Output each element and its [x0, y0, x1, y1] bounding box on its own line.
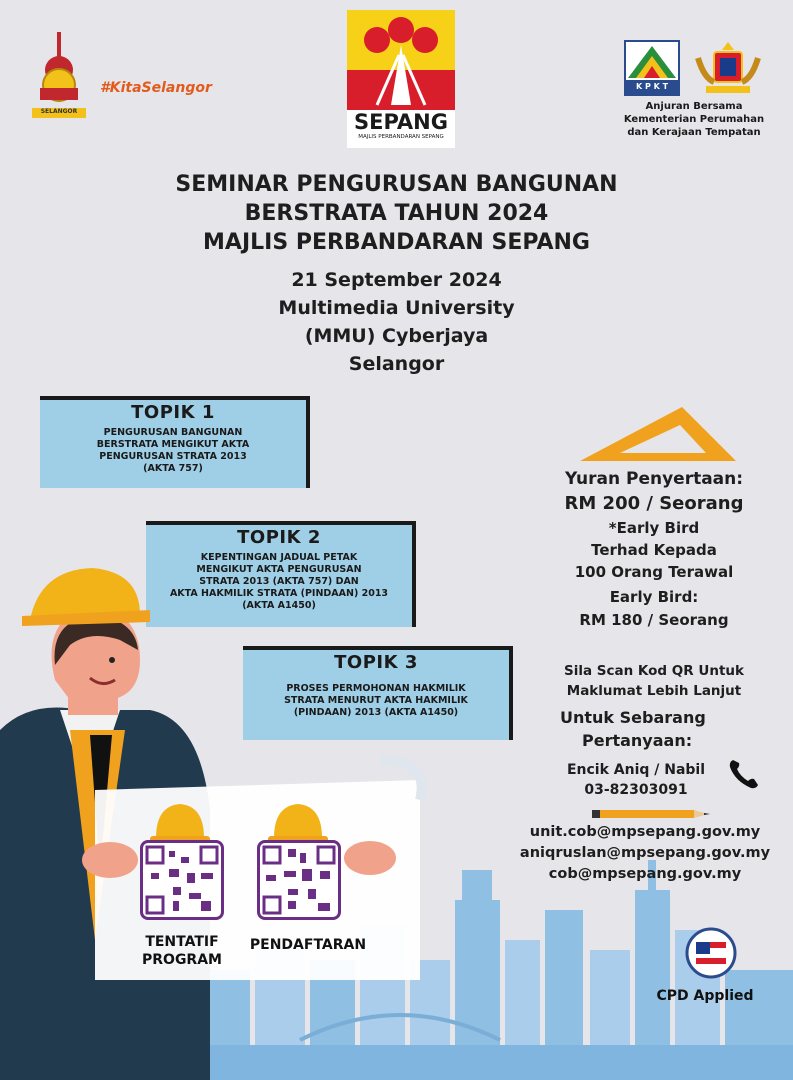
topic-3-heading: TOPIK 3 [334, 652, 418, 673]
seminar-title [0, 170, 793, 257]
enquiry-text [560, 706, 740, 752]
sepang-logo-sub: MAJLIS PERBANDARAN SEPANG [358, 134, 444, 140]
tentatif-line-2: PROGRAM [142, 952, 222, 968]
qr-label-pendaftaran: PENDAFTARAN [249, 937, 367, 953]
construction-worker-illustration [0, 560, 440, 1080]
enquiry-line-2: Pertanyaan: [582, 731, 693, 750]
early-note-1: *Early Bird [608, 519, 700, 537]
title-line-3: MAJLIS PERBANDARAN SEPANG [203, 230, 590, 255]
qr-pattern-icon [143, 843, 221, 917]
fees-price: RM 200 / Seorang [564, 493, 744, 514]
topic-1-heading: TOPIK 1 [131, 402, 215, 423]
venue-line-3: Selangor [348, 353, 445, 375]
scan-note-line-1: Sila Scan Kod QR Untuk [564, 663, 744, 679]
pencil-icon [590, 808, 716, 820]
topic-1-line-4: (AKTA 757) [143, 463, 203, 474]
enquiry-line-1: Untuk Sebarang [560, 708, 706, 727]
kpkt-house-icon [626, 42, 678, 80]
cpd-applied: CPD Applied [656, 988, 754, 1004]
topic-2-line-2: MENGIKUT AKTA PENGURUSAN [196, 564, 362, 575]
email-cob[interactable]: cob@mpsepang.gov.my [548, 866, 742, 882]
early-price: RM 180 / Seorang [579, 611, 729, 629]
topic-3-line-3: (PINDAAN) 2013 (AKTA A1450) [293, 707, 459, 718]
contact-person: Encik Aniq / Nabil [566, 762, 706, 778]
emails-block [500, 822, 790, 885]
set-square-icon [578, 405, 738, 463]
topic-3-line-2: STRATA MENURUT AKTA HAKMILIK [284, 695, 468, 706]
email-unit-cob[interactable]: unit.cob@mpsepang.gov.my [529, 824, 761, 840]
topic-1-line-1: PENGURUSAN BANGUNAN [103, 427, 243, 438]
topic-2-line-5: (AKTA A1450) [242, 600, 316, 611]
scan-note-line-2: Maklumat Lebih Lanjut [566, 683, 742, 699]
sepang-emblem-icon [347, 10, 455, 110]
topic-3-line-1: PROSES PERMOHONAN HAKMILIK [286, 683, 466, 694]
title-line-2: BERSTRATA TAHUN 2024 [244, 201, 549, 226]
event-date: 21 September 2024 [291, 269, 502, 291]
topic-1-line-3: PENGURUSAN STRATA 2013 [99, 451, 247, 462]
venue-line-2: (MMU) Cyberjaya [304, 325, 489, 347]
sepang-logo-word: SEPANG [354, 110, 448, 134]
hardhat-icon-right [266, 800, 330, 844]
topic-1-line-2: BERSTRATA MENGIKUT AKTA [96, 439, 250, 450]
topic-2-line-1: KEPENTINGAN JADUAL PETAK [200, 552, 358, 563]
email-aniqruslan[interactable]: aniqruslan@mpsepang.gov.my [519, 845, 771, 861]
sepang-logo [347, 10, 455, 148]
title-line-1: SEMINAR PENGURUSAN BANGUNAN [175, 172, 618, 197]
anjuran-line-3: dan Kerajaan Tempatan [627, 127, 761, 138]
venue-line-1: Multimedia University [278, 297, 515, 319]
tentatif-line-1: TENTATIF [145, 934, 219, 950]
anjuran-line-1: Anjuran Bersama [645, 101, 743, 112]
kpkt-letters: K P K T [626, 80, 678, 94]
anjuran-line-2: Kementerian Perumahan [623, 114, 765, 125]
early-heading: Early Bird: [609, 588, 699, 606]
fees-section [540, 467, 768, 631]
fees-heading: Yuran Penyertaan: [564, 469, 744, 489]
early-note-2: Terhad Kepada [591, 541, 717, 559]
hashtag-kita-selangor: #KitaSelangor [100, 80, 212, 96]
kpkt-logo [624, 40, 680, 96]
phone-icon [727, 757, 761, 791]
contact-person-block [552, 760, 720, 800]
early-note-3: 100 Orang Terawal [574, 563, 734, 581]
qr-code-pendaftaran[interactable] [257, 840, 341, 920]
event-details [0, 266, 793, 378]
cpd-badge-icon [684, 926, 738, 980]
malaysia-coat-of-arms-icon [692, 38, 764, 96]
qr-pattern-icon [260, 843, 338, 917]
contact-phone[interactable]: 03-82303091 [584, 782, 688, 798]
anjuran-text [614, 100, 774, 139]
scan-note [540, 661, 768, 701]
hardhat-icon-left [148, 800, 212, 844]
topic-2-line-3: STRATA 2013 (AKTA 757) DAN [199, 576, 359, 587]
topic-2-heading: TOPIK 2 [237, 527, 321, 548]
topic-1-box [40, 396, 310, 488]
topic-2-line-4: AKTA HAKMILIK STRATA (PINDAAN) 2013 [169, 588, 389, 599]
qr-label-tentatif [126, 933, 238, 969]
selangor-label: SELANGOR [40, 108, 78, 115]
qr-code-tentatif[interactable] [140, 840, 224, 920]
